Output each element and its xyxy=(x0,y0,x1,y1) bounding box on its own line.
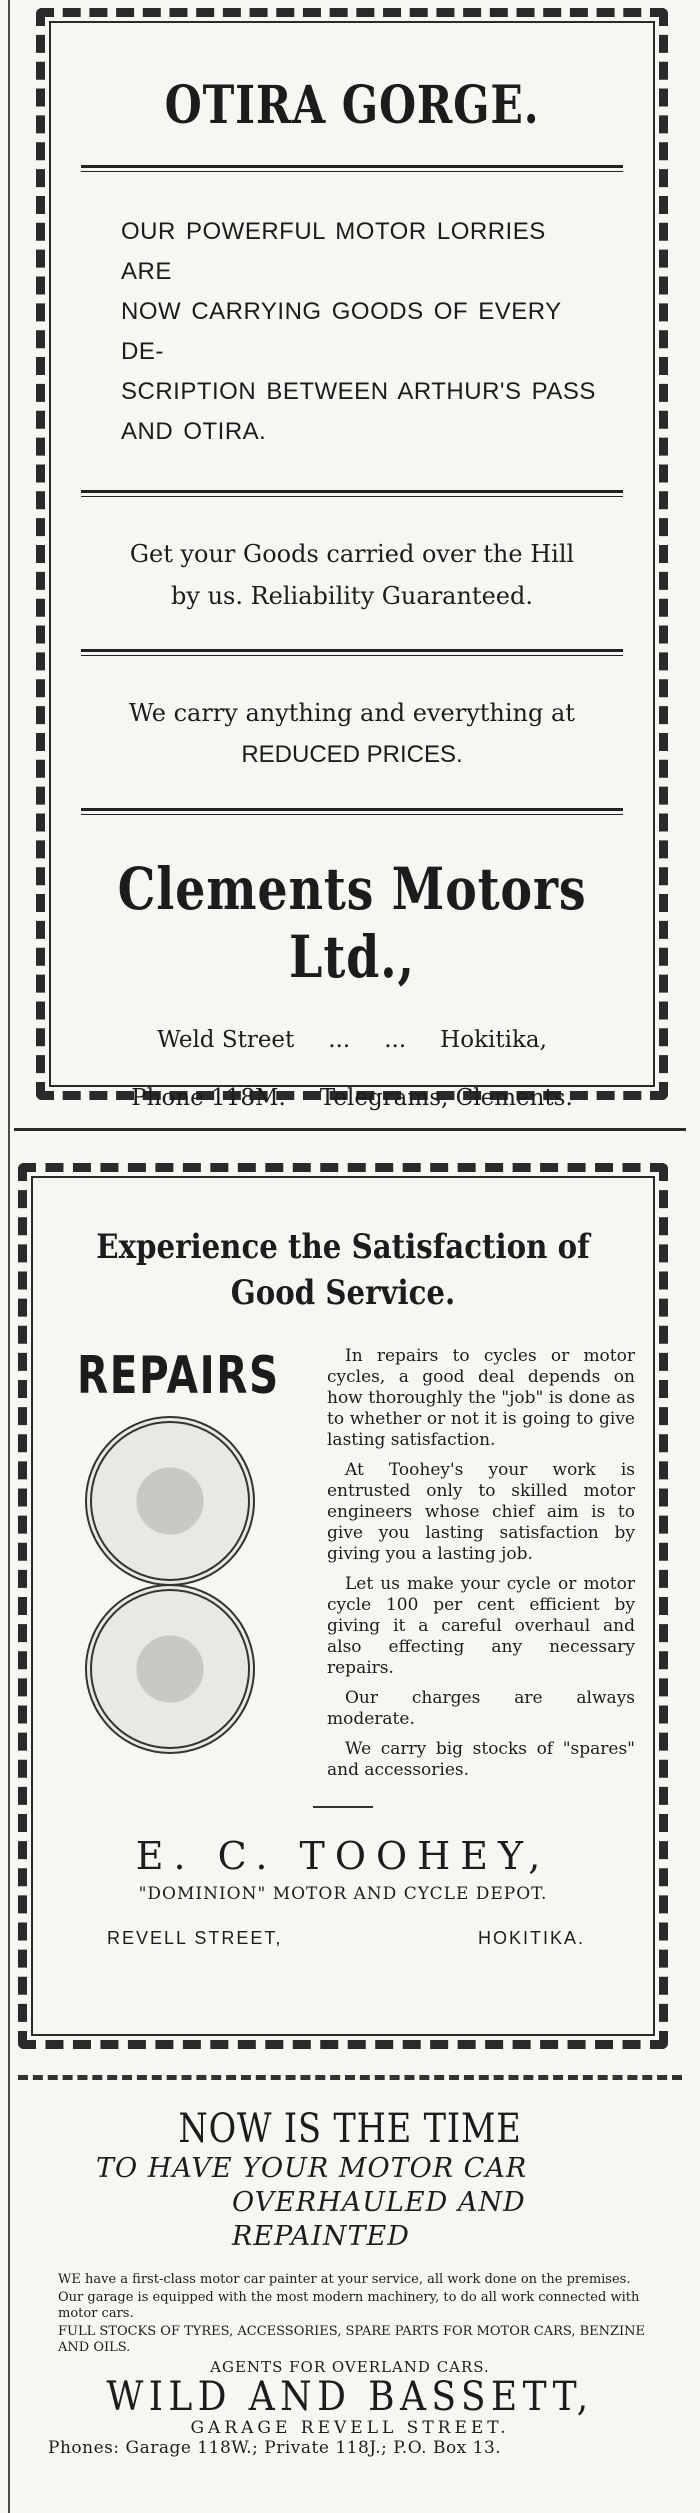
ad1-reduced-prices: REDUCED PRICES. xyxy=(241,741,463,768)
ad1-address-row xyxy=(65,1011,639,1069)
column-separator xyxy=(14,1128,686,1131)
ad1-address xyxy=(45,991,659,1127)
ad3-agents: AGENTS FOR OVERLAND CARS. xyxy=(210,2358,490,2376)
ad3-garage: GARAGE REVELL STREET. xyxy=(190,2418,510,2438)
ad2-paragraph: Our charges are always moderate. xyxy=(327,1688,635,1729)
ad2-text xyxy=(313,1346,635,1790)
ad2-depot: "DOMINION" MOTOR AND CYCLE DEPOT. xyxy=(138,1884,548,1904)
ad1-street: Weld Street xyxy=(157,1027,295,1053)
repairs-illustration xyxy=(77,1346,313,1766)
ad3-title: NOW IS THE TIME xyxy=(178,2106,522,2152)
ad3-body-line: WE have a first-class motor car painter at your service, all work done on the premises. xyxy=(58,2272,631,2287)
ad1-dots: ... xyxy=(328,1027,351,1053)
ad2-divider xyxy=(313,1806,373,1808)
wild-and-bassett-advertisement xyxy=(18,2075,682,2513)
ad3-name: WILD AND BASSETT, xyxy=(106,2374,594,2420)
ad1-dots: ... xyxy=(384,1027,407,1053)
ad1-telegrams: Telegrams, Clements. xyxy=(319,1085,573,1111)
ad2-paragraph: At Toohey's your work is entrusted only to skilled motor engineers whose chief aim is to give you lasting satisfaction by giving you a lasting job. xyxy=(327,1460,635,1564)
ad2-main xyxy=(27,1316,659,1790)
ad1-phone: Phone 118M. xyxy=(131,1085,286,1111)
otira-gorge-advertisement xyxy=(36,8,668,1111)
ad1-body-line: NOW CARRYING GOODS OF EVERY DE- xyxy=(121,298,562,365)
ad2-address xyxy=(27,1904,659,1949)
ad1-rule-3 xyxy=(81,649,623,656)
ad1-body-line: AND OTIRA. xyxy=(121,418,267,445)
ad3-phones: Phones: Garage 118W.; Private 118J.; P.O. Box 13. xyxy=(48,2438,502,2458)
ad1-body xyxy=(45,172,659,490)
ad2-paragraph: Let us make your cycle or motor cycle 100 per cent efficient by giving it a careful overhaul and also effecting any necessary repairs. xyxy=(327,1574,635,1678)
ad2-paragraph: We carry big stocks of "spares" and accessories. xyxy=(327,1739,635,1780)
ad1-contact-row xyxy=(65,1069,639,1127)
ad2-town: HOKITIKA. xyxy=(477,1928,585,1948)
ad1-carry-line: Get your Goods carried over the Hill xyxy=(129,540,575,568)
ad1-company-name: Clements Motors Ltd., xyxy=(117,855,587,991)
ad1-rule-2 xyxy=(81,490,623,497)
toohey-advertisement xyxy=(18,1163,668,2049)
ad1-title: OTIRA GORGE. xyxy=(164,75,540,136)
ad3-body-line: Our garage is equipped with the most modern machinery, to do all work connected with motor cars. xyxy=(58,2290,640,2321)
ad3-frame xyxy=(18,2075,682,2513)
ad1-town: Hokitika, xyxy=(440,1027,547,1053)
ad1-carry-line: by us. Reliability Guaranteed. xyxy=(171,582,533,610)
ad1-rule-1 xyxy=(81,165,623,172)
ad2-paragraph: In repairs to cycles or motor cycles, a good deal depends on how thoroughly the "job" is done as to whether or not it is going to give lasting satisfaction. xyxy=(327,1346,635,1450)
ad3-body-line: FULL STOCKS OF TYRES, ACCESSORIES, SPARE PARTS FOR MOTOR CARS, BENZINE AND OILS. xyxy=(58,2324,646,2355)
ad1-body-line: OUR POWERFUL MOTOR LORRIES ARE xyxy=(121,218,546,285)
ad1-rule-4 xyxy=(81,808,623,815)
ad1-carry-block xyxy=(45,497,659,649)
page-edge-rule xyxy=(8,0,10,2513)
ad3-body xyxy=(18,2254,682,2356)
ad2-title-line: Good Service. xyxy=(230,1273,456,1313)
ad1-prices-block xyxy=(45,656,659,808)
ad2-street: REVELL STREET, xyxy=(107,1928,283,1948)
ad3-subtitle: OVERHAULED AND REPAINTED xyxy=(232,2187,526,2252)
bicycle-wheel-icon xyxy=(85,1416,255,1586)
ad1-anything-line: We carry anything and everything at xyxy=(129,699,575,727)
ad1-body-line: SCRIPTION BETWEEN ARTHUR'S PASS xyxy=(121,378,596,405)
ad2-name: E. C. TOOHEY, xyxy=(135,1834,551,1878)
repairs-word: REPAIRS xyxy=(77,1346,280,1406)
motor-engine-wheel-icon xyxy=(85,1584,255,1754)
ad2-title-line: Experience the Satisfaction of xyxy=(96,1227,590,1267)
ad2-title xyxy=(71,1172,615,1316)
ad3-subtitle: TO HAVE YOUR MOTOR CAR xyxy=(96,2153,528,2184)
